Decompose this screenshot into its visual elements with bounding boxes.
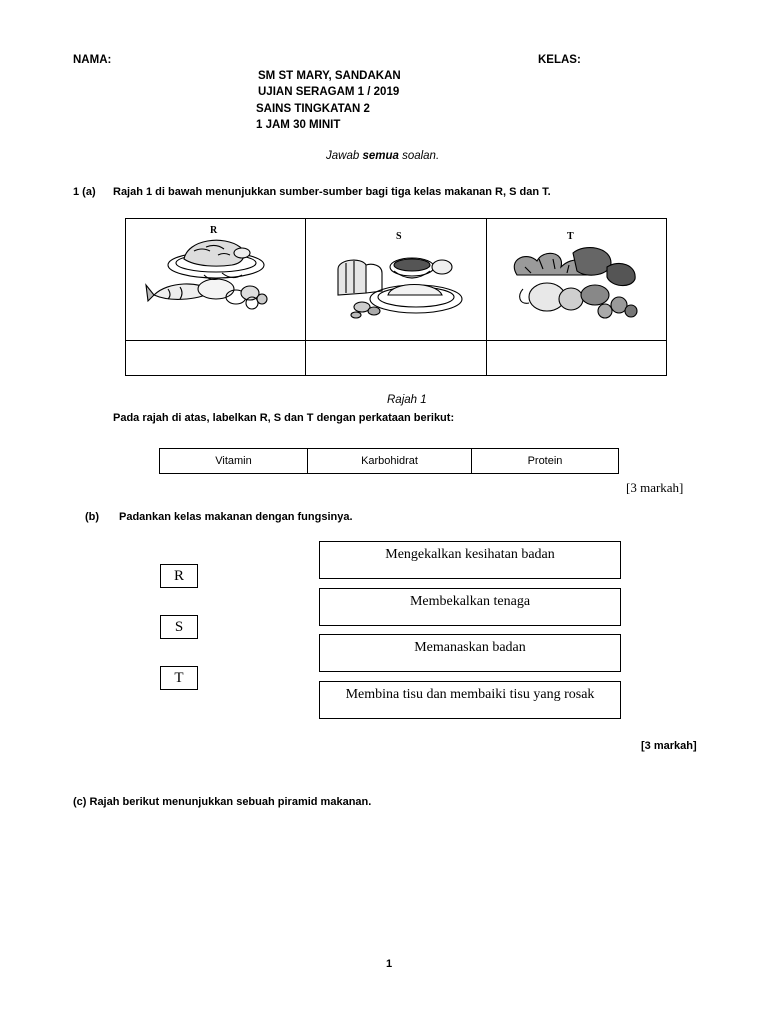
question-1c-text: (c) Rajah berikut menunjukkan sebuah piramid makanan. — [73, 796, 372, 808]
figure-cell-t — [487, 219, 666, 341]
marks-1b: [3 markah] — [641, 740, 697, 752]
vegetables-fruits-icon — [507, 245, 643, 323]
word-vitamin: Vitamin — [160, 449, 308, 473]
page-number: 1 — [386, 958, 393, 970]
letter-box-r: R — [160, 564, 198, 588]
figure-cell-r — [126, 219, 306, 341]
word-karbohidrat: Karbohidrat — [308, 449, 472, 473]
question-1b-number: (b) — [85, 511, 100, 523]
exam-title: UJIAN SERAGAM 1 / 2019 — [258, 86, 400, 98]
instruction-post: soalan. — [398, 150, 440, 162]
figure-label-t: T — [567, 231, 574, 242]
figure-caption: Rajah 1 — [387, 394, 427, 406]
word-choice-table — [159, 448, 619, 474]
subject-title: SAINS TINGKATAN 2 — [256, 103, 370, 115]
answer-cell-r[interactable] — [126, 341, 306, 375]
answer-cell-s[interactable] — [306, 341, 487, 375]
food-class-figure-table — [125, 218, 667, 376]
function-box-3: Memanaskan badan — [319, 634, 621, 672]
figure-label-r: R — [210, 225, 218, 236]
question-1a-text: Rajah 1 di bawah menunjukkan sumber-sumber bagi tiga kelas makanan R, S dan T. — [113, 186, 551, 198]
chicken-fish-eggs-icon — [144, 233, 274, 321]
school-name: SM ST MARY, SANDAKAN — [258, 70, 401, 82]
bread-rice-soup-icon — [332, 245, 466, 325]
question-1b-text: Padankan kelas makanan dengan fungsinya. — [119, 511, 353, 523]
question-1a-number: 1 (a) — [73, 186, 96, 198]
figure-label-s: S — [396, 231, 402, 242]
answer-cell-t[interactable] — [487, 341, 666, 375]
function-box-4: Membina tisu dan membaiki tisu yang rosak — [319, 681, 621, 719]
letter-box-s: S — [160, 615, 198, 639]
figure-cell-s — [306, 219, 487, 341]
letter-box-t: T — [160, 666, 198, 690]
instruction-pre: Jawab — [326, 150, 363, 162]
word-protein: Protein — [527, 455, 563, 467]
general-instruction — [326, 150, 439, 162]
exam-duration: 1 JAM 30 MINIT — [256, 119, 341, 131]
labelling-instruction: Pada rajah di atas, labelkan R, S dan T dengan perkataan berikut: — [113, 412, 455, 424]
nama-label: NAMA: — [73, 54, 112, 66]
instruction-bold: semua — [362, 150, 399, 162]
function-box-2: Membekalkan tenaga — [319, 588, 621, 626]
function-box-1: Mengekalkan kesihatan badan — [319, 541, 621, 579]
kelas-label: KELAS: — [538, 54, 581, 66]
marks-1a: [3 markah] — [626, 480, 684, 495]
